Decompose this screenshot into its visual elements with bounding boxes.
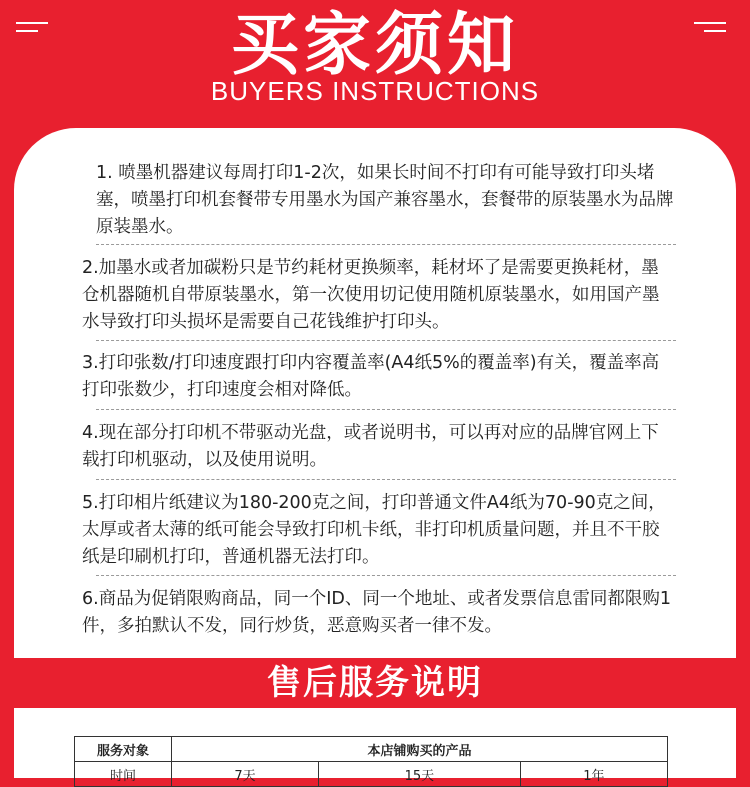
- table-cell: 7天: [172, 762, 319, 787]
- page-title: 买家须知: [230, 6, 519, 85]
- table-row: [75, 762, 668, 787]
- divider: [96, 340, 676, 341]
- divider: [96, 575, 676, 576]
- table-cell: 本店铺购买的产品: [172, 737, 668, 762]
- table-cell: 15天: [319, 762, 521, 787]
- header: [0, 0, 750, 130]
- divider: [96, 244, 676, 245]
- note-item-3: 3.打印张数/打印速度跟打印内容覆盖率(A4纸5%的覆盖率)有关，覆盖率高打印张数少，打印速度会相对降低。: [82, 353, 660, 400]
- note-item-1: 1. 喷墨机器建议每周打印1-2次，如果长时间不打印有可能导致打印头堵塞，喷墨打印机套餐带专用墨水为国产兼容墨水，套餐带的原装墨水为品牌原装墨水。: [96, 163, 674, 237]
- section-title: 售后服务说明: [267, 663, 483, 703]
- page-subtitle: BUYERS INSTRUCTIONS: [210, 76, 540, 106]
- note-item-4: 4.现在部分打印机不带驱动光盘，或者说明书，可以再对应的品牌官网上下载打印机驱动，以及使用说明。: [82, 423, 659, 470]
- note-item-2: 2.加墨水或者加碳粉只是节约耗材更换频率，耗材坏了是需要更换耗材，墨仓机器随机自带原装墨水，第一次使用切记使用随机原装墨水，如用国产墨水导致打印头损坏是需要自己花钱维护打印头。: [82, 258, 660, 332]
- table-cell: 时间: [75, 762, 172, 787]
- note-item-5: 5.打印相片纸建议为180-200克之间，打印普通文件A4纸为70-90克之间，太厚或者太薄的纸可能会导致打印机卡纸，非打印机质量问题，并且不干胶纸是印刷机打印，普通机器无法打印。: [82, 493, 666, 567]
- notes-card: [14, 128, 736, 658]
- divider: [96, 409, 676, 410]
- table-row: [75, 737, 668, 762]
- divider: [96, 479, 676, 480]
- table-cell: 1年: [520, 762, 667, 787]
- table-cell: 服务对象: [75, 737, 172, 762]
- service-panel: [14, 708, 736, 784]
- note-item-6: 6.商品为促销限购商品，同一个ID、同一个地址、或者发票信息雷同都限购1件，多拍默认不发，同行炒货，恶意购买者一律不发。: [82, 589, 671, 636]
- service-table: [74, 736, 668, 787]
